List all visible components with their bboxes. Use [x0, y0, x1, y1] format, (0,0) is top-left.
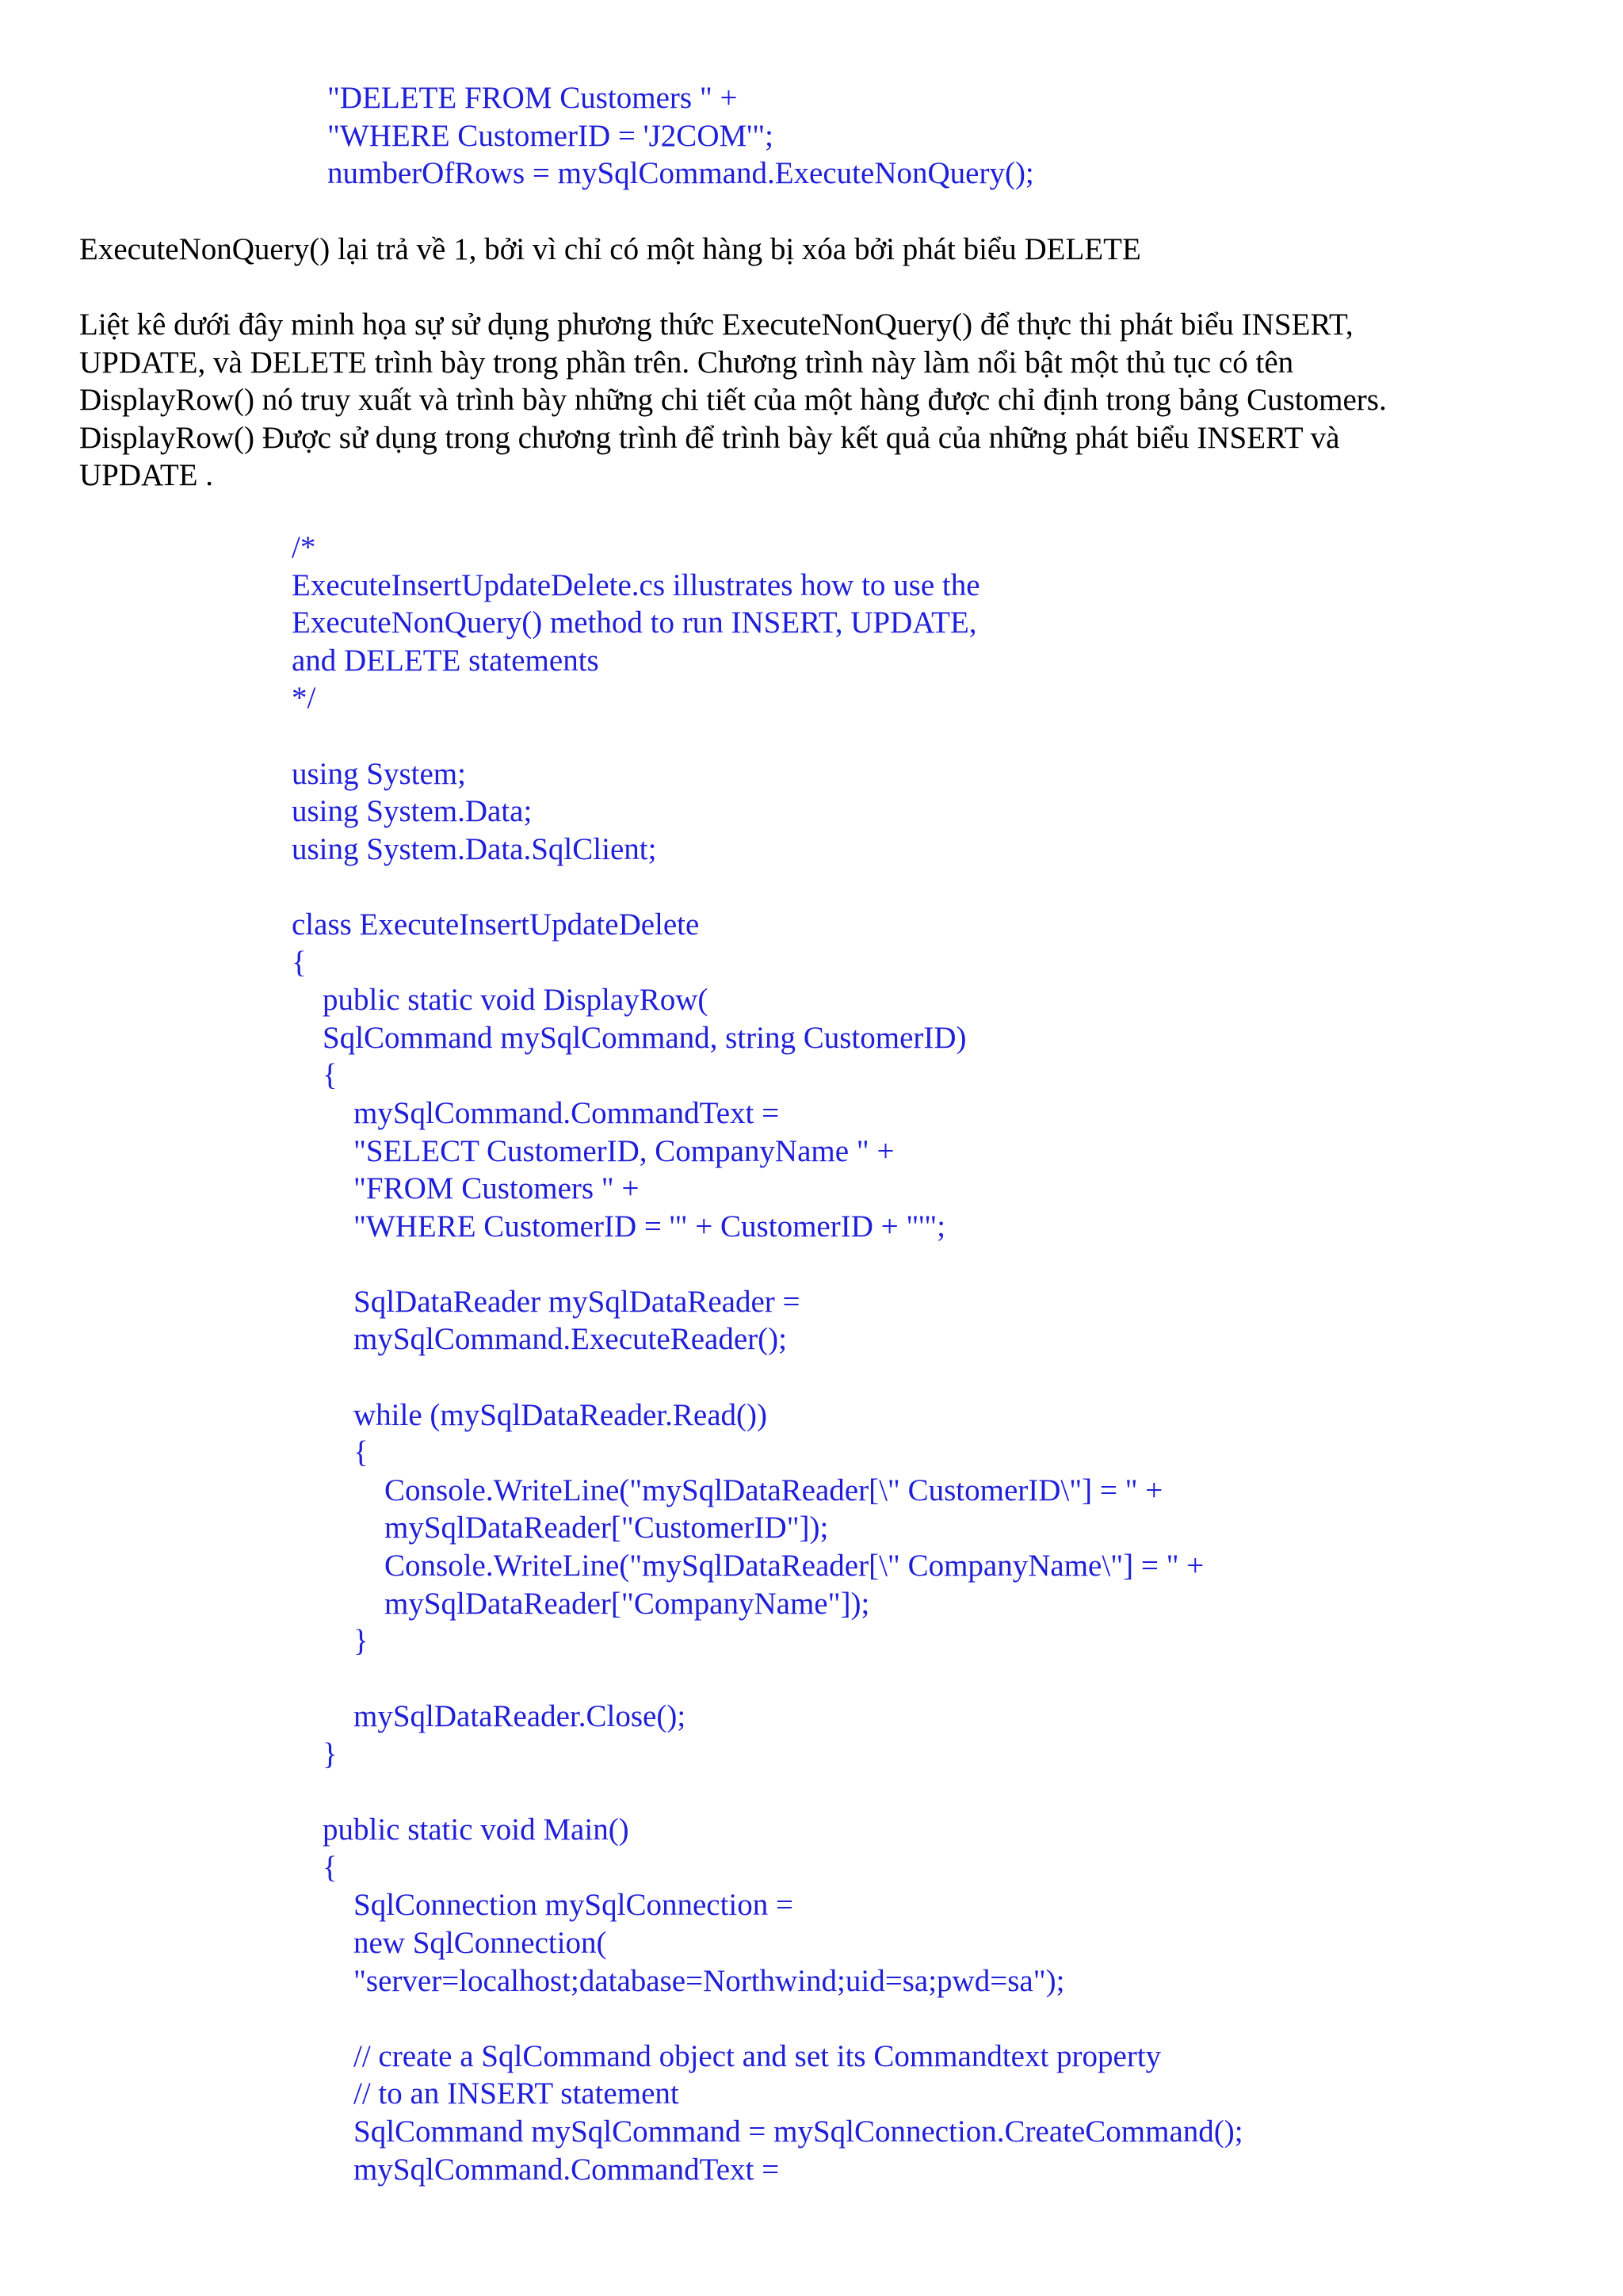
- code-line: mySqlDataReader["CustomerID"]);: [292, 1511, 829, 1545]
- code-line: mySqlDataReader["CompanyName"]);: [292, 1586, 870, 1621]
- paragraph-line: UPDATE, và DELETE trình bày trong phần trên. Chương trình này làm nổi bật một thủ tục có tên: [79, 345, 1294, 380]
- code-line: and DELETE statements: [292, 643, 599, 678]
- code-line: "DELETE FROM Customers " +: [327, 81, 738, 115]
- code-line: mySqlCommand.ExecuteReader();: [292, 1322, 787, 1357]
- paragraph-line: DisplayRow() Được sử dụng trong chương trình để trình bày kết quả của những phát biểu INSERT và: [79, 420, 1340, 455]
- code-line: SqlCommand mySqlCommand = mySqlConnection.CreateCommand();: [292, 2114, 1243, 2149]
- code-line: "FROM Customers " +: [292, 1171, 640, 1206]
- code-line: [292, 2000, 1243, 2038]
- code-line: {: [292, 945, 307, 980]
- code-line: using System.Data;: [292, 794, 533, 829]
- code-line: "server=localhost;database=Northwind;uid=sa;pwd=sa");: [292, 1963, 1065, 1998]
- code-line: }: [292, 1737, 338, 1771]
- code-line: mySqlCommand.CommandText =: [292, 2152, 780, 2187]
- code-line: [292, 1660, 1243, 1698]
- code-line: [292, 717, 1243, 755]
- code-line: {: [292, 1058, 338, 1093]
- paragraph-line: Liệt kê dưới đây minh họa sự sử dụng phương thức ExecuteNonQuery() để thực thi phát biểu INSERT,: [79, 308, 1354, 342]
- code-line: mySqlDataReader.Close();: [292, 1699, 686, 1734]
- code-line: */: [292, 681, 316, 716]
- code-line: SqlDataReader mySqlDataReader =: [292, 1284, 800, 1319]
- code-line: numberOfRows = mySqlCommand.ExecuteNonQuery();: [327, 156, 1034, 191]
- code-line: mySqlCommand.CommandText =: [292, 1095, 780, 1130]
- paragraph-return-value: [79, 231, 1553, 269]
- code-line: [292, 1358, 1243, 1396]
- code-line: }: [292, 1624, 369, 1659]
- code-line: "SELECT CustomerID, CompanyName " +: [292, 1133, 895, 1168]
- code-line: "WHERE CustomerID = 'J2COM'";: [327, 118, 773, 153]
- code-line: ExecuteNonQuery() method to run INSERT, UPDATE,: [292, 606, 977, 640]
- code-line: using System.Data.SqlClient;: [292, 831, 657, 866]
- code-line: [292, 868, 1243, 906]
- code-line: while (mySqlDataReader.Read()): [292, 1397, 767, 1432]
- paragraph-line: DisplayRow() nó truy xuất và trình bày những chi tiết của một hàng được chỉ định trong bảng Customers.: [79, 383, 1387, 418]
- code-line: {: [292, 1850, 338, 1885]
- code-line: // to an INSERT statement: [292, 2076, 679, 2111]
- code-line: {: [292, 1435, 369, 1470]
- code-line: Console.WriteLine("mySqlDataReader[\" CompanyName\"] = " +: [292, 1549, 1205, 1584]
- code-line: SqlCommand mySqlCommand, string CustomerID): [292, 1020, 967, 1055]
- code-line: using System;: [292, 756, 466, 791]
- paragraph-line: ExecuteNonQuery() lại trả về 1, bởi vì chỉ có một hàng bị xóa bởi phát biểu DELETE: [79, 232, 1141, 266]
- code-line: ExecuteInsertUpdateDelete.cs illustrates how to use the: [292, 567, 980, 602]
- code-line: class ExecuteInsertUpdateDelete: [292, 907, 700, 942]
- code-line: new SqlConnection(: [292, 1925, 607, 1960]
- code-snippet-delete: [327, 79, 1034, 193]
- paragraph-line: UPDATE .: [79, 458, 214, 493]
- code-line: public static void DisplayRow(: [292, 983, 708, 1018]
- code-line: /*: [292, 530, 316, 564]
- code-line: "WHERE CustomerID = '" + CustomerID + "'";: [292, 1209, 946, 1244]
- code-line: public static void Main(): [292, 1813, 629, 1847]
- paragraph-listing-intro: [79, 306, 1553, 495]
- code-line: [292, 1774, 1243, 1812]
- code-line: // create a SqlCommand object and set its Commandtext property: [292, 2038, 1162, 2073]
- code-line: Console.WriteLine("mySqlDataReader[\" CustomerID\"] = " +: [292, 1473, 1163, 1507]
- code-line: [292, 1245, 1243, 1283]
- code-listing-execute-insert-update-delete: [292, 529, 1243, 2188]
- code-line: SqlConnection mySqlConnection =: [292, 1888, 793, 1923]
